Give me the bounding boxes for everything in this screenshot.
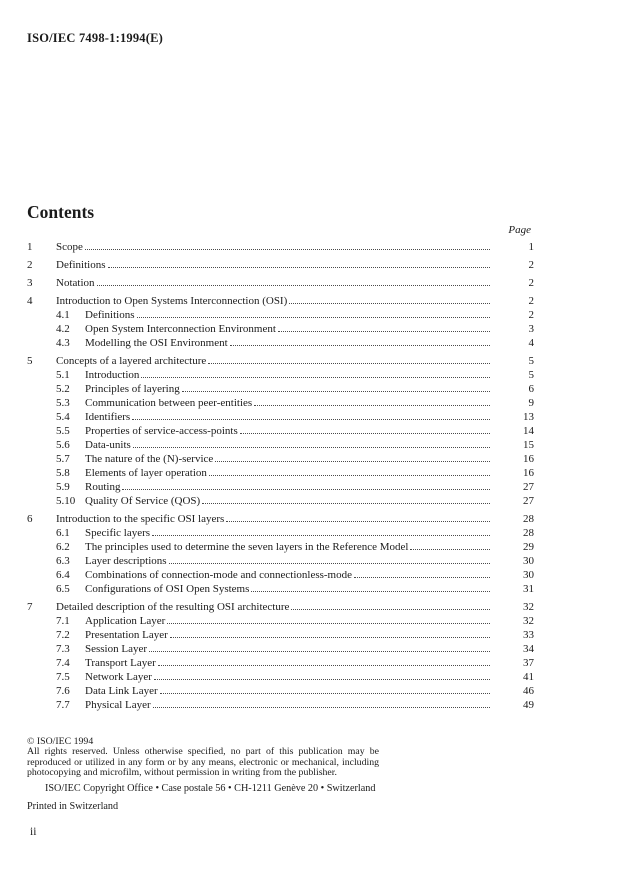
toc-entry-number: 4 xyxy=(27,295,33,307)
toc-entry xyxy=(27,382,534,396)
toc-entry xyxy=(27,656,534,670)
toc-entry-number: 6.3 xyxy=(56,555,70,567)
toc-entry xyxy=(27,480,534,494)
toc-entry-number: 7.4 xyxy=(56,657,70,669)
toc-entry-title: Scope xyxy=(56,241,83,253)
toc-entry-title: Detailed description of the resulting OSI architecture xyxy=(56,601,290,613)
toc-entry-number: 5.6 xyxy=(56,439,70,451)
toc-entry xyxy=(27,276,534,290)
toc-entry-number: 7.6 xyxy=(56,685,70,697)
toc-entry-number: 3 xyxy=(27,277,33,289)
toc-dotted-leader xyxy=(85,249,490,250)
toc-entry-title: Session Layer xyxy=(85,643,148,655)
toc-entry-title: Presentation Layer xyxy=(85,629,168,641)
toc-entry-number: 4.3 xyxy=(56,337,70,349)
toc-dotted-leader xyxy=(153,707,490,708)
toc-dotted-leader xyxy=(132,419,490,420)
toc-entry-page: 4 xyxy=(528,337,534,349)
toc-entry-title: Notation xyxy=(56,277,95,289)
toc-entry xyxy=(27,568,534,582)
toc-entry xyxy=(27,698,534,712)
toc-entry xyxy=(27,424,534,438)
toc-entry xyxy=(27,438,534,452)
toc-entry-title: Configurations of OSI Open Systems xyxy=(85,583,250,595)
toc-dotted-leader xyxy=(410,549,490,550)
toc-dotted-leader xyxy=(133,447,490,448)
toc-entry xyxy=(27,258,534,272)
toc-entry-number: 5.3 xyxy=(56,397,70,409)
toc-entry-number: 6.1 xyxy=(56,527,70,539)
toc-entry-number: 7.2 xyxy=(56,629,70,641)
toc-dotted-leader xyxy=(182,391,490,392)
toc-dotted-leader xyxy=(226,521,490,522)
toc-entry-title: Identifiers xyxy=(85,411,131,423)
copyright-office-address: ISO/IEC Copyright Office • Case postale 56 • CH-1211 Genève 20 • Switzerland xyxy=(45,782,376,794)
toc-entry-title: Physical Layer xyxy=(85,699,151,711)
toc-entry-title: Definitions xyxy=(56,259,106,271)
toc-entry-title: Communication between peer-entities xyxy=(85,397,253,409)
toc-entry-page: 28 xyxy=(523,513,534,525)
toc-entry-page: 34 xyxy=(523,643,534,655)
printed-in-line: Printed in Switzerland xyxy=(27,801,119,813)
table-of-contents xyxy=(27,224,534,712)
toc-entry-title: The nature of the (N)-service xyxy=(85,453,214,465)
toc-dotted-leader xyxy=(289,303,490,304)
toc-entry xyxy=(27,642,534,656)
toc-dotted-leader xyxy=(141,377,490,378)
toc-entry-page: 31 xyxy=(523,583,534,595)
toc-dotted-leader xyxy=(137,317,491,318)
toc-entry xyxy=(27,466,534,480)
toc-entry-number: 5.5 xyxy=(56,425,70,437)
toc-entry xyxy=(27,540,534,554)
toc-entry-title: The principles used to determine the seven layers in the Reference Model xyxy=(85,541,409,553)
toc-dotted-leader xyxy=(354,577,490,578)
toc-entry-number: 6.2 xyxy=(56,541,70,553)
toc-entry-page: 2 xyxy=(528,309,534,321)
toc-entry-title: Routing xyxy=(85,481,121,493)
toc-entry-number: 1 xyxy=(27,241,33,253)
toc-entry xyxy=(27,554,534,568)
toc-entry-number: 5.2 xyxy=(56,383,70,395)
toc-entry xyxy=(27,294,534,308)
toc-entry-title: Specific layers xyxy=(85,527,151,539)
toc-entry-number: 7.5 xyxy=(56,671,70,683)
toc-entry-title: Concepts of a layered architecture xyxy=(56,355,207,367)
toc-entry xyxy=(27,308,534,322)
toc-entry-page: 16 xyxy=(523,453,534,465)
toc-dotted-leader xyxy=(291,609,490,610)
toc-entry-page: 27 xyxy=(523,495,534,507)
toc-entry-title: Quality Of Service (QOS) xyxy=(85,495,201,507)
toc-dotted-leader xyxy=(170,637,490,638)
toc-entry-title: Introduction to Open Systems Interconnection (OSI) xyxy=(56,295,288,307)
toc-dotted-leader xyxy=(108,267,491,268)
toc-entry-title: Introduction to the specific OSI layers xyxy=(56,513,225,525)
toc-entry-number: 7.3 xyxy=(56,643,70,655)
contents-heading: Contents xyxy=(27,202,95,222)
toc-entry-page: 2 xyxy=(528,277,534,289)
toc-entry-title: Modelling the OSI Environment xyxy=(85,337,228,349)
toc-entry-number: 5.10 xyxy=(56,495,76,507)
toc-entry-page: 32 xyxy=(523,601,534,613)
toc-dotted-leader xyxy=(208,363,490,364)
toc-entry-number: 5.8 xyxy=(56,467,70,479)
toc-entry-number: 5.9 xyxy=(56,481,70,493)
toc-entry-number: 6.4 xyxy=(56,569,70,581)
toc-entry xyxy=(27,368,534,382)
toc-entry-title: Introduction xyxy=(85,369,140,381)
toc-dotted-leader xyxy=(240,433,490,434)
toc-entry-page: 2 xyxy=(528,259,534,271)
toc-entry-page: 32 xyxy=(523,615,534,627)
toc-dotted-leader xyxy=(154,679,490,680)
toc-entry-page: 41 xyxy=(523,671,534,683)
toc-entry-title: Definitions xyxy=(85,309,135,321)
toc-entry xyxy=(27,684,534,698)
toc-entry xyxy=(27,670,534,684)
toc-dotted-leader xyxy=(254,405,490,406)
toc-entry-number: 5.7 xyxy=(56,453,70,465)
toc-entry-title: Properties of service-access-points xyxy=(85,425,238,437)
toc-entry xyxy=(27,452,534,466)
toc-entry-page: 37 xyxy=(523,657,534,669)
toc-entry xyxy=(27,396,534,410)
toc-entry xyxy=(27,628,534,642)
toc-dotted-leader xyxy=(202,503,490,504)
toc-dotted-leader xyxy=(158,665,490,666)
toc-entry-page: 27 xyxy=(523,481,534,493)
toc-entry-page: 1 xyxy=(528,241,534,253)
toc-entry xyxy=(27,526,534,540)
toc-dotted-leader xyxy=(160,693,490,694)
toc-entry-number: 6 xyxy=(27,513,33,525)
toc-dotted-leader xyxy=(167,623,490,624)
toc-entry-title: Elements of layer operation xyxy=(85,467,207,479)
toc-dotted-leader xyxy=(230,345,490,346)
toc-entry-title: Principles of layering xyxy=(85,383,180,395)
toc-entry-page: 30 xyxy=(523,555,534,567)
toc-dotted-leader xyxy=(251,591,490,592)
toc-entry-title: Open System Interconnection Environment xyxy=(85,323,276,335)
toc-entry-page: 13 xyxy=(523,411,534,423)
toc-entry-title: Application Layer xyxy=(85,615,166,627)
toc-entry-page: 29 xyxy=(523,541,534,553)
copyright-body-text: All rights reserved. Unless otherwise specified, no part of this publication may be reproduced or utilized in any form or by any means, electronic or mechanical, including photocopying and microfilm, without permission in writing from the publisher. xyxy=(27,746,379,779)
toc-entry-page: 16 xyxy=(523,467,534,479)
toc-entry-page: 46 xyxy=(523,685,534,697)
toc-entry-title: Layer descriptions xyxy=(85,555,167,567)
toc-dotted-leader xyxy=(97,285,491,286)
toc-dotted-leader xyxy=(122,489,490,490)
page-number: ii xyxy=(30,826,37,838)
toc-dotted-leader xyxy=(149,651,490,652)
toc-entry xyxy=(27,494,534,508)
toc-entry xyxy=(27,410,534,424)
toc-entry xyxy=(27,614,534,628)
toc-entry xyxy=(27,600,534,614)
toc-entry-number: 5.1 xyxy=(56,369,70,381)
toc-entry-page: 33 xyxy=(523,629,534,641)
toc-entry-page: 6 xyxy=(528,383,534,395)
toc-entry-page: 9 xyxy=(528,397,534,409)
toc-entry xyxy=(27,336,534,350)
toc-entry-number: 2 xyxy=(27,259,33,271)
toc-dotted-leader xyxy=(215,461,490,462)
toc-entry-page: 49 xyxy=(523,699,534,711)
toc-entry-page: 3 xyxy=(528,323,534,335)
toc-entry xyxy=(27,582,534,596)
toc-entry-number: 4.1 xyxy=(56,309,70,321)
toc-entry-number: 5.4 xyxy=(56,411,70,423)
toc-entry-number: 5 xyxy=(27,355,33,367)
toc-entry xyxy=(27,240,534,254)
toc-entry-page: 2 xyxy=(528,295,534,307)
copyright-block xyxy=(27,737,379,812)
toc-entry-page: 5 xyxy=(528,369,534,381)
toc-entry-title: Data Link Layer xyxy=(85,685,158,697)
toc-entry-number: 4.2 xyxy=(56,323,70,335)
toc-dotted-leader xyxy=(169,563,490,564)
toc-entry-number: 6.5 xyxy=(56,583,70,595)
toc-entry xyxy=(27,322,534,336)
toc-entry-title: Network Layer xyxy=(85,671,152,683)
page-column-label: Page xyxy=(508,224,531,236)
toc-entry xyxy=(27,512,534,526)
toc-entry-title: Transport Layer xyxy=(85,657,156,669)
toc-list xyxy=(27,240,534,712)
document-standard-number: ISO/IEC 7498-1:1994(E) xyxy=(27,31,164,45)
toc-dotted-leader xyxy=(278,331,490,332)
toc-entry-page: 15 xyxy=(523,439,534,451)
toc-entry-page: 28 xyxy=(523,527,534,539)
toc-entry-title: Data-units xyxy=(85,439,131,451)
toc-entry-title: Combinations of connection-mode and connectionless-mode xyxy=(85,569,352,581)
toc-entry-number: 7 xyxy=(27,601,33,613)
toc-entry-page: 14 xyxy=(523,425,534,437)
copyright-notice: © ISO/IEC 1994 xyxy=(27,736,94,747)
toc-dotted-leader xyxy=(152,535,490,536)
toc-entry-number: 7.1 xyxy=(56,615,70,627)
toc-entry xyxy=(27,354,534,368)
toc-dotted-leader xyxy=(209,475,490,476)
toc-entry-number: 7.7 xyxy=(56,699,70,711)
toc-entry-page: 30 xyxy=(523,569,534,581)
toc-entry-page: 5 xyxy=(528,355,534,367)
